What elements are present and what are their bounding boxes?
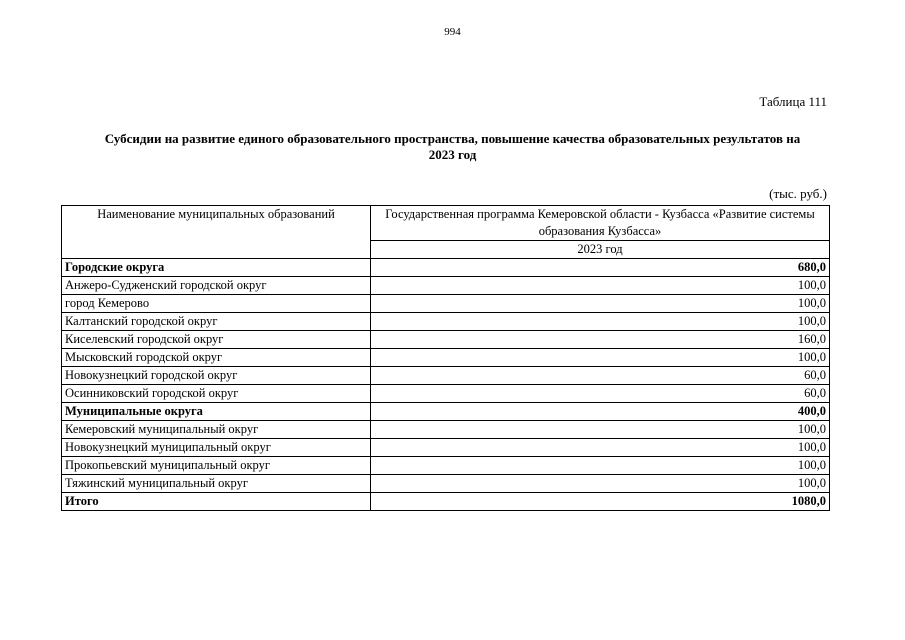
municipality-name: Новокузнецкий городской округ: [62, 367, 371, 385]
table-row: [62, 331, 830, 349]
municipality-name: Городские округа: [62, 259, 371, 277]
subsidy-value: 160,0: [371, 331, 830, 349]
table-row: [62, 421, 830, 439]
header-year: 2023 год: [371, 241, 830, 259]
subsidy-value: 1080,0: [371, 493, 830, 511]
subsidy-table: [61, 205, 830, 511]
municipality-name: Киселевский городской округ: [62, 331, 371, 349]
table-row: [62, 475, 830, 493]
municipality-name: город Кемерово: [62, 295, 371, 313]
subsidy-value: 400,0: [371, 403, 830, 421]
table-row: [62, 349, 830, 367]
subsidy-value: 100,0: [371, 295, 830, 313]
subsidy-value: 100,0: [371, 349, 830, 367]
page-number: 994: [444, 26, 461, 38]
units-label: (тыс. руб.): [769, 186, 827, 201]
subsidy-value: 100,0: [371, 313, 830, 331]
table-row: [62, 439, 830, 457]
table-row: [62, 403, 830, 421]
title-line-1: Субсидии на развитие единого образовательного пространства, повышение качества образовательных результатов на: [104, 131, 801, 146]
table-body: [62, 259, 830, 511]
header-municipality: Наименование муниципальных образований: [62, 206, 371, 259]
table-row: [62, 367, 830, 385]
municipality-name: Итого: [62, 493, 371, 511]
subsidy-value: 100,0: [371, 277, 830, 295]
table-row: [62, 277, 830, 295]
municipality-name: Калтанский городской округ: [62, 313, 371, 331]
subsidy-value: 680,0: [371, 259, 830, 277]
municipality-name: Мысковский городской округ: [62, 349, 371, 367]
table-label: Таблица 111: [759, 94, 827, 109]
title-line-2: 2023 год: [428, 147, 477, 162]
municipality-name: Анжеро-Судженский городской округ: [62, 277, 371, 295]
municipality-name: Тяжинский муниципальный округ: [62, 475, 371, 493]
subsidy-value: 100,0: [371, 439, 830, 457]
table-row: [62, 385, 830, 403]
table-header-row: [62, 206, 830, 241]
table-row: [62, 259, 830, 277]
municipality-name: Кемеровский муниципальный округ: [62, 421, 371, 439]
subsidy-value: 100,0: [371, 457, 830, 475]
municipality-name: Новокузнецкий муниципальный округ: [62, 439, 371, 457]
subsidy-value: 60,0: [371, 385, 830, 403]
municipality-name: Муниципальные округа: [62, 403, 371, 421]
document-title: [60, 131, 845, 163]
table-row: [62, 295, 830, 313]
municipality-name: Осинниковский городской округ: [62, 385, 371, 403]
table-row: [62, 313, 830, 331]
table-row: [62, 493, 830, 511]
municipality-name: Прокопьевский муниципальный округ: [62, 457, 371, 475]
table-row: [62, 457, 830, 475]
subsidy-value: 100,0: [371, 475, 830, 493]
subsidy-value: 100,0: [371, 421, 830, 439]
header-program: Государственная программа Кемеровской области - Кузбасса «Развитие системы образования Кузбасса»: [371, 206, 830, 241]
subsidy-value: 60,0: [371, 367, 830, 385]
